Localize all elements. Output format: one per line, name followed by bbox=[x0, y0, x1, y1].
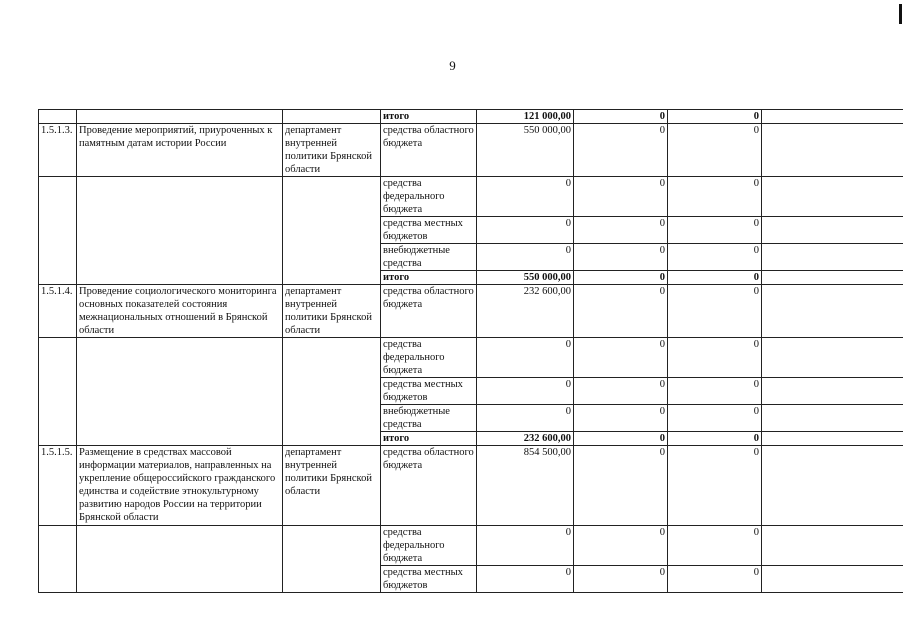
funding-source-cell: средства местных бюджетов bbox=[381, 378, 477, 405]
scan-edge-mark bbox=[899, 4, 902, 24]
table-row bbox=[39, 285, 903, 338]
value-cell-2: 0 bbox=[574, 566, 668, 593]
activity-cell bbox=[77, 110, 283, 124]
value-cell-2: 0 bbox=[574, 271, 668, 285]
amount-cell: 0 bbox=[477, 566, 574, 593]
value-cell-2: 0 bbox=[574, 217, 668, 244]
funding-source-cell: внебюджетные средства bbox=[381, 244, 477, 271]
empty-cell bbox=[762, 124, 903, 177]
value-cell-3: 0 bbox=[668, 432, 762, 446]
amount-cell: 0 bbox=[477, 378, 574, 405]
value-cell-3: 0 bbox=[668, 244, 762, 271]
executor-cell bbox=[283, 526, 381, 593]
row-id-cell bbox=[39, 110, 77, 124]
amount-cell: 854 500,00 bbox=[477, 446, 574, 526]
funding-source-cell: средства областного бюджета bbox=[381, 446, 477, 526]
executor-cell bbox=[283, 177, 381, 285]
amount-cell: 0 bbox=[477, 217, 574, 244]
value-cell-2: 0 bbox=[574, 285, 668, 338]
amount-cell: 550 000,00 bbox=[477, 271, 574, 285]
executor-cell: департамент внутренней политики Брянской области bbox=[283, 124, 381, 177]
table-row bbox=[39, 124, 903, 177]
activity-cell bbox=[77, 526, 283, 593]
funding-source-cell: внебюджетные средства bbox=[381, 405, 477, 432]
executor-cell: департамент внутренней политики Брянской области bbox=[283, 446, 381, 526]
activity-cell bbox=[77, 177, 283, 285]
funding-source-cell: средства областного бюджета bbox=[381, 285, 477, 338]
funding-source-cell: средства местных бюджетов bbox=[381, 217, 477, 244]
activity-cell bbox=[77, 338, 283, 446]
value-cell-2: 0 bbox=[574, 338, 668, 378]
funding-source-cell: итого bbox=[381, 110, 477, 124]
value-cell-2: 0 bbox=[574, 432, 668, 446]
value-cell-3: 0 bbox=[668, 526, 762, 566]
empty-cell bbox=[762, 446, 903, 526]
amount-cell: 0 bbox=[477, 405, 574, 432]
row-id-cell bbox=[39, 526, 77, 593]
value-cell-3: 0 bbox=[668, 110, 762, 124]
amount-cell: 232 600,00 bbox=[477, 432, 574, 446]
row-id-cell bbox=[39, 177, 77, 285]
empty-cell bbox=[762, 378, 903, 405]
value-cell-3: 0 bbox=[668, 338, 762, 378]
empty-cell bbox=[762, 177, 903, 217]
executor-cell bbox=[283, 110, 381, 124]
table-row bbox=[39, 177, 903, 217]
empty-cell bbox=[762, 217, 903, 244]
activity-cell: Проведение социологического мониторинга основных показателей состояния межнациональных отношений в Брянской области bbox=[77, 285, 283, 338]
value-cell-2: 0 bbox=[574, 378, 668, 405]
funding-source-cell: итого bbox=[381, 271, 477, 285]
table-row bbox=[39, 338, 903, 378]
value-cell-3: 0 bbox=[668, 378, 762, 405]
funding-source-cell: средства областного бюджета bbox=[381, 124, 477, 177]
row-id-cell: 1.5.1.4. bbox=[39, 285, 77, 338]
funding-source-cell: средства федерального бюджета bbox=[381, 177, 477, 217]
page-number: 9 bbox=[449, 58, 456, 73]
value-cell-2: 0 bbox=[574, 446, 668, 526]
value-cell-2: 0 bbox=[574, 177, 668, 217]
table-row bbox=[39, 526, 903, 566]
executor-cell: департамент внутренней политики Брянской области bbox=[283, 285, 381, 338]
empty-cell bbox=[762, 338, 903, 378]
amount-cell: 550 000,00 bbox=[477, 124, 574, 177]
empty-cell bbox=[762, 285, 903, 338]
activity-cell: Размещение в средствах массовой информации материалов, направленных на укрепление общероссийского гражданского единства и содействие этнокультурному развитию народов России на территории Брянской области bbox=[77, 446, 283, 526]
empty-cell bbox=[762, 405, 903, 432]
budget-table bbox=[38, 109, 903, 593]
empty-cell bbox=[762, 271, 903, 285]
amount-cell: 0 bbox=[477, 526, 574, 566]
funding-source-cell: средства федерального бюджета bbox=[381, 338, 477, 378]
empty-cell bbox=[762, 432, 903, 446]
value-cell-3: 0 bbox=[668, 566, 762, 593]
table-row bbox=[39, 110, 903, 124]
value-cell-3: 0 bbox=[668, 177, 762, 217]
value-cell-3: 0 bbox=[668, 405, 762, 432]
value-cell-3: 0 bbox=[668, 217, 762, 244]
funding-source-cell: средства местных бюджетов bbox=[381, 566, 477, 593]
value-cell-2: 0 bbox=[574, 405, 668, 432]
row-id-cell: 1.5.1.3. bbox=[39, 124, 77, 177]
value-cell-3: 0 bbox=[668, 446, 762, 526]
executor-cell bbox=[283, 338, 381, 446]
value-cell-3: 0 bbox=[668, 271, 762, 285]
amount-cell: 0 bbox=[477, 338, 574, 378]
value-cell-2: 0 bbox=[574, 526, 668, 566]
funding-source-cell: итого bbox=[381, 432, 477, 446]
funding-source-cell: средства федерального бюджета bbox=[381, 526, 477, 566]
empty-cell bbox=[762, 526, 903, 566]
row-id-cell bbox=[39, 338, 77, 446]
activity-cell: Проведение мероприятий, приуроченных к памятным датам истории России bbox=[77, 124, 283, 177]
empty-cell bbox=[762, 566, 903, 593]
value-cell-2: 0 bbox=[574, 110, 668, 124]
value-cell-3: 0 bbox=[668, 124, 762, 177]
empty-cell bbox=[762, 244, 903, 271]
amount-cell: 0 bbox=[477, 177, 574, 217]
value-cell-2: 0 bbox=[574, 124, 668, 177]
value-cell-3: 0 bbox=[668, 285, 762, 338]
amount-cell: 121 000,00 bbox=[477, 110, 574, 124]
empty-cell bbox=[762, 110, 903, 124]
amount-cell: 0 bbox=[477, 244, 574, 271]
value-cell-2: 0 bbox=[574, 244, 668, 271]
row-id-cell: 1.5.1.5. bbox=[39, 446, 77, 526]
amount-cell: 232 600,00 bbox=[477, 285, 574, 338]
table-row bbox=[39, 446, 903, 526]
